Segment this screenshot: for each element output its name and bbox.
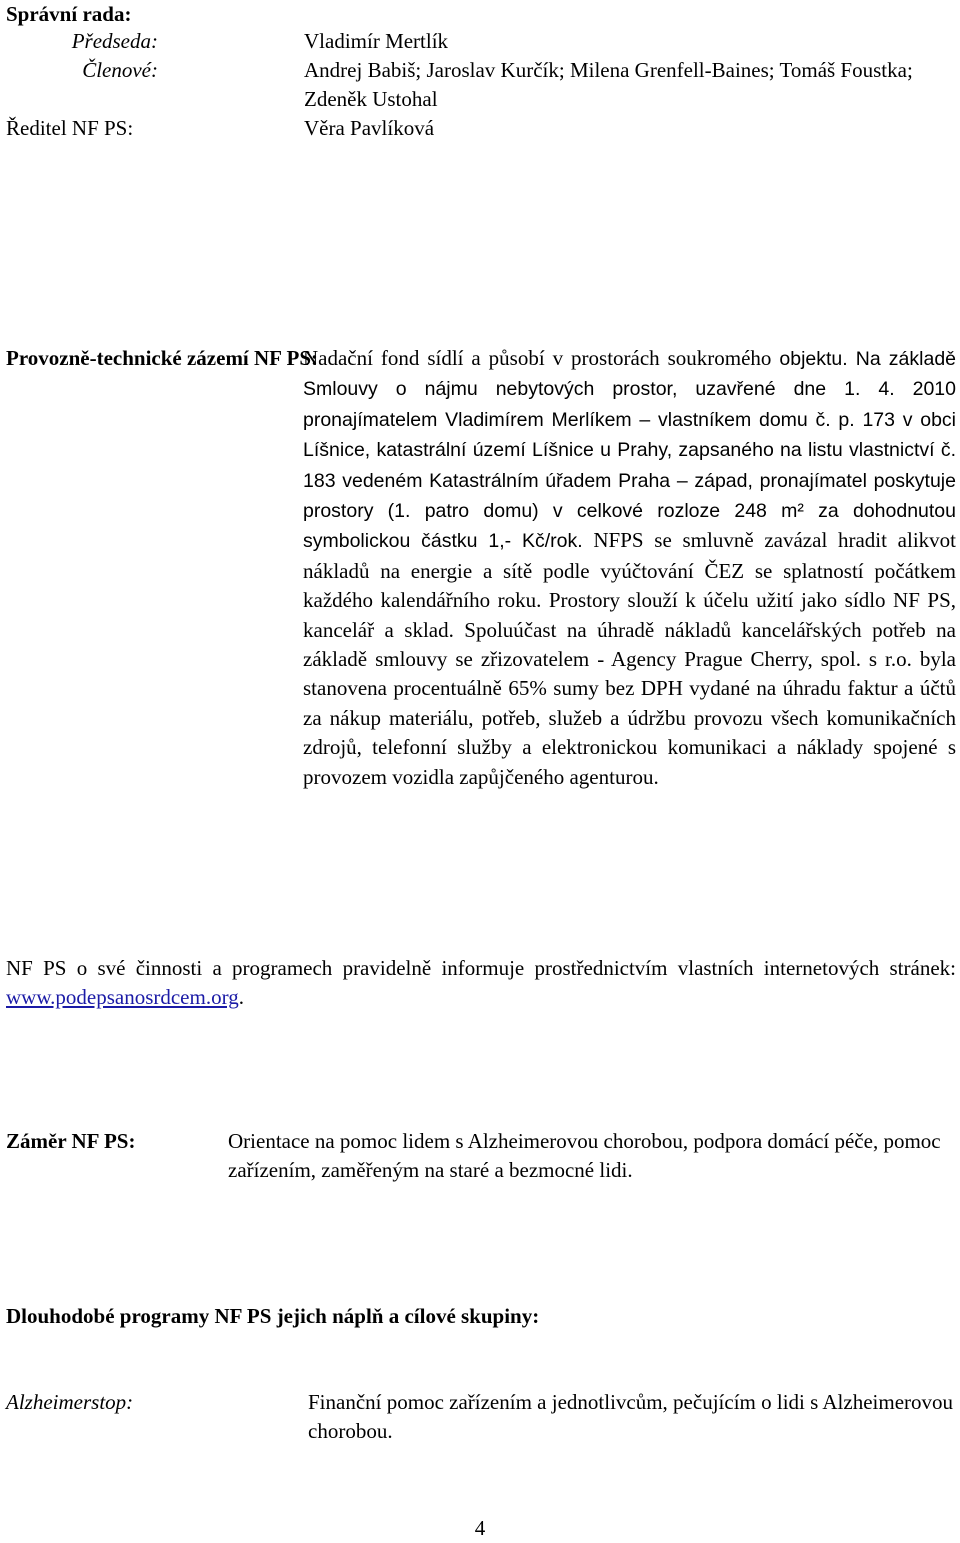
premises-heading: Provozně-technické zázemí NF PS: [6,346,318,370]
premises-text-start: Nadační fond sídlí a působí v prostorách soukromého [303,346,772,370]
board-members-value: Andrej Babiš; Jaroslav Kurčík; Milena Grenfell-Baines; Tomáš Foustka; Zdeněk Ustohal [304,58,913,112]
board-members-label: Členové: [82,58,158,82]
board-director-value: Věra Pavlíková [304,116,435,140]
premises-text-end: NFPS se smluvně zavázal hradit alikvot nákladů na energie a sítě podle vyúčtování ČEZ se splatností počátkem každého kalendářního roku. Prostory slouží k účelu užití jako sídlo NF PS, kancelář a sklad. Spoluúčast na úhradě nákladů kancelářských potřeb na základě smlouvy se zřizovatelem - Agency Prague Cherry, spol. s r.o. byla stanovena procentuálně 65% sumy bez DPH vydané na úhradu faktur a účtů za nákup materiálu, potřeb, služeb a údržbu provozu všech komunikačních zdrojů, telefonní služby a elektronickou komunikaci a náklady spojené s provozem vozidla zapůjčeného agenturou. [303,528,956,789]
goal-label: Záměr NF PS: [6,1129,136,1153]
board-chair-value: Vladimír Mertlík [304,29,449,53]
program-label: Alzheimerstop: [6,1390,134,1414]
program-description: Finanční pomoc zařízením a jednotlivcům, pečujícím o lidi s Alzheimerovou chorobou. [308,1390,954,1444]
website-trailing: . [238,985,244,1010]
programs-heading: Dlouhodobé programy NF PS jejich náplň a cílové skupiny: [6,1304,540,1328]
premises-paragraph [303,344,956,792]
website-text: NF PS o své činnosti a programech pravidelně informuje prostřednictvím vlastních internetových stránek: [6,956,956,980]
page-number: 4 [474,1516,486,1540]
premises-text-lease: objektu. Na základě Smlouvy o nájmu nebytových prostor, uzavřené dne 1. 4. 2010 pronajímatelem Vladimírem Merlíkem – vlastníkem domu č. p. 173 v obci Líšnice, katastrální území Líšnice u Prahy, zapsaného na listu vlastnictví č. 183 vedeném Katastrálním úřadem Praha – západ, pronajímatel poskytuje prostory (1. patro domu) v celkové rozloze 248 m² za dohodnutou symbolickou částku 1,- Kč/rok. [303,348,957,553]
website-paragraph [6,954,956,1013]
goal-text: Orientace na pomoc lidem s Alzheimerovou chorobou, podpora domácí péče, pomoc zařízením, zaměřeným na staré a bezmocné lidi. [228,1129,941,1183]
board-chair-label: Předseda: [71,29,158,53]
board-director-label: Ředitel NF PS: [6,116,134,140]
website-link[interactable]: www.podepsanosrdcem.org [6,985,239,1010]
board-heading: Správní rada: [6,2,132,26]
